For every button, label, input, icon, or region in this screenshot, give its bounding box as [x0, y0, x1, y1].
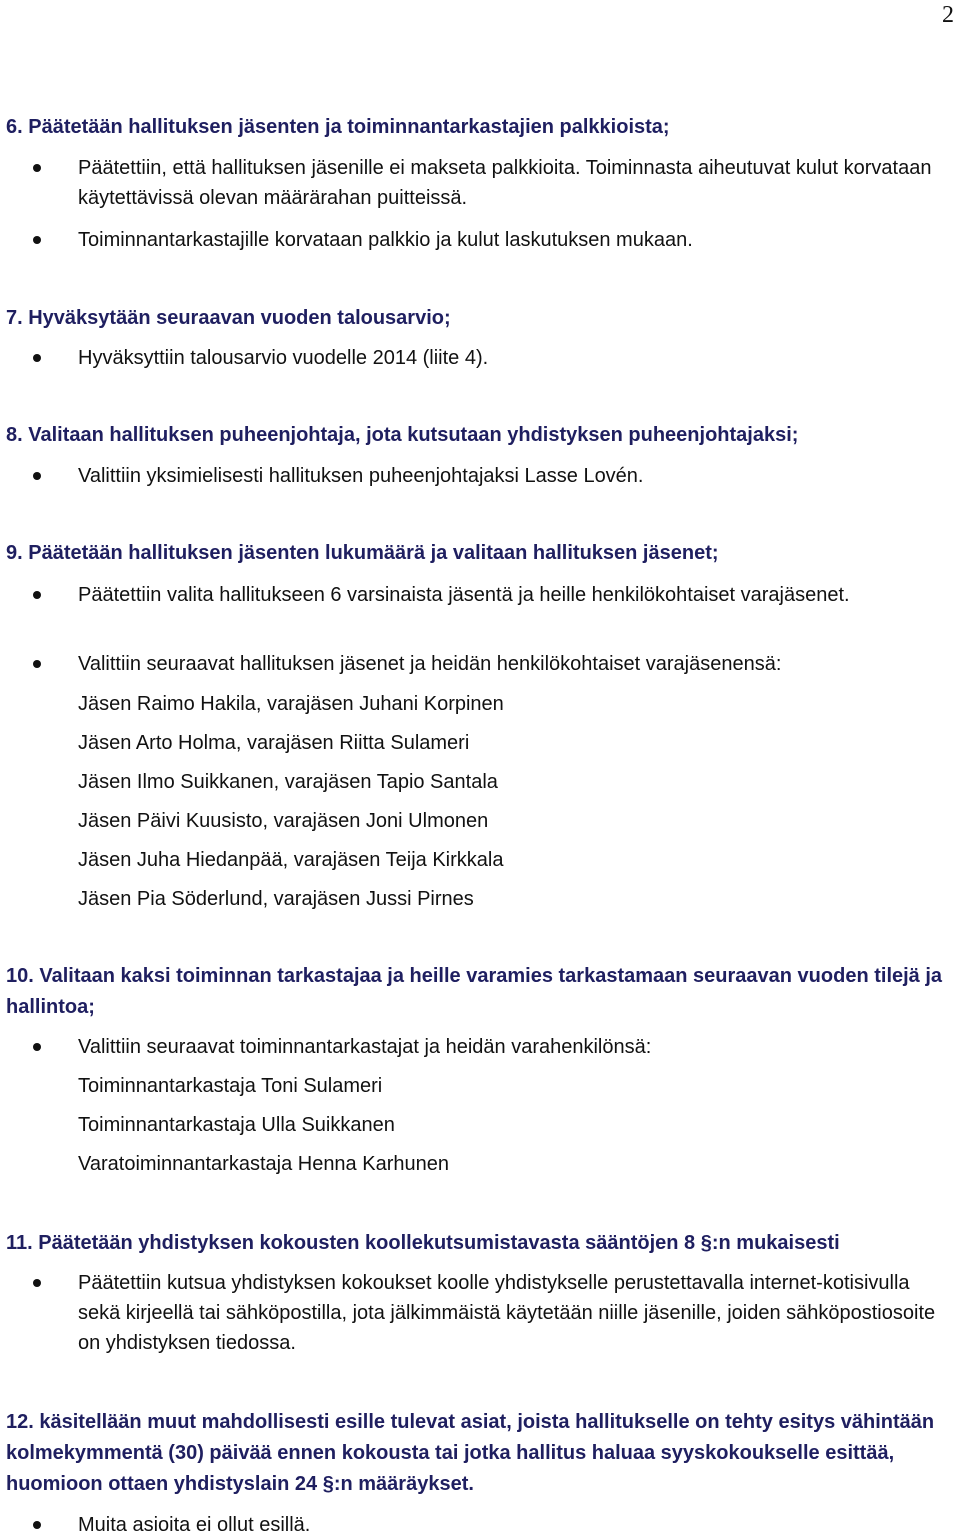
section-8-bullet-1: Valittiin yksimielisesti hallituksen puheenjohtajaksi Lasse Lovén. [78, 461, 948, 491]
section-9-bullet-2: Valittiin seuraavat hallituksen jäsenet ja heidän henkilökohtaiset varajäsenensä: [78, 649, 948, 679]
board-member-6: Jäsen Pia Söderlund, varajäsen Jussi Pirnes [78, 888, 474, 910]
section-9-heading: 9. Päätetään hallituksen jäsenten lukumäärä ja valitaan hallituksen jäsenet; [6, 542, 719, 564]
section-7-bullet-1: Hyväksyttiin talousarvio vuodelle 2014 (liite 4). [78, 343, 948, 373]
board-member-4: Jäsen Päivi Kuusisto, varajäsen Joni Ulmonen [78, 810, 489, 832]
section-10-bullet-1: Valittiin seuraavat toiminnantarkastajat ja heidän varahenkilönsä: [78, 1032, 948, 1062]
page-number: 2 [942, 2, 954, 28]
section-12-heading: 12. käsitellään muut mahdollisesti esille tulevat asiat, joista hallitukselle on tehty esitys vähintään kolmekymmentä (30) päivää ennen kokousta tai jotka hallitus haluaa syyskokoukselle esittää, huomioon ottaen yhdistyslain 24 §:n määräykset. [6, 1411, 935, 1495]
section-12-bullet-1: Muita asioita ei ollut esillä. [78, 1510, 948, 1540]
board-member-5: Jäsen Juha Hiedanpää, varajäsen Teija Kirkkala [78, 849, 504, 871]
section-11-heading: 11. Päätetään yhdistyksen kokousten koollekutsumistavasta sääntöjen 8 §:n mukaisesti [6, 1232, 840, 1254]
deputy-auditor: Varatoiminnantarkastaja Henna Karhunen [78, 1153, 449, 1175]
section-6-bullet-2: Toiminnantarkastajille korvataan palkkio ja kulut laskutuksen mukaan. [78, 225, 948, 255]
section-11-bullet-1: Päätettiin kutsua yhdistyksen kokoukset koolle yhdistykselle perustettavalla internet-kotisivulla sekä kirjeellä tai sähköpostilla, jota jälkimmäistä käytetään niille jäsenille, joiden sähköpostiosoite on yhdistyksen tiedossa. [78, 1268, 948, 1358]
auditor-1: Toiminnantarkastaja Toni Sulameri [78, 1075, 383, 1097]
section-6-heading: 6. Päätetään hallituksen jäsenten ja toiminnantarkastajien palkkioista; [6, 116, 670, 138]
board-member-1: Jäsen Raimo Hakila, varajäsen Juhani Korpinen [78, 693, 504, 715]
board-member-2: Jäsen Arto Holma, varajäsen Riitta Sulameri [78, 732, 470, 754]
board-member-3: Jäsen Ilmo Suikkanen, varajäsen Tapio Santala [78, 771, 498, 793]
auditor-2: Toiminnantarkastaja Ulla Suikkanen [78, 1114, 395, 1136]
section-10-heading: 10. Valitaan kaksi toiminnan tarkastajaa ja heille varamies tarkastamaan seuraavan vuoden tilejä ja hallintoa; [6, 965, 943, 1018]
section-9-bullet-1: Päätettiin valita hallitukseen 6 varsinaista jäsentä ja heille henkilökohtaiset varajäsenet. [78, 580, 948, 610]
section-8-heading: 8. Valitaan hallituksen puheenjohtaja, jota kutsutaan yhdistyksen puheenjohtajaksi; [6, 424, 799, 446]
section-6-bullet-1: Päätettiin, että hallituksen jäsenille ei makseta palkkioita. Toiminnasta aiheutuvat kulut korvataan käytettävissä olevan määrärahan puitteissä. [78, 153, 948, 213]
section-7-heading: 7. Hyväksytään seuraavan vuoden talousarvio; [6, 307, 451, 329]
